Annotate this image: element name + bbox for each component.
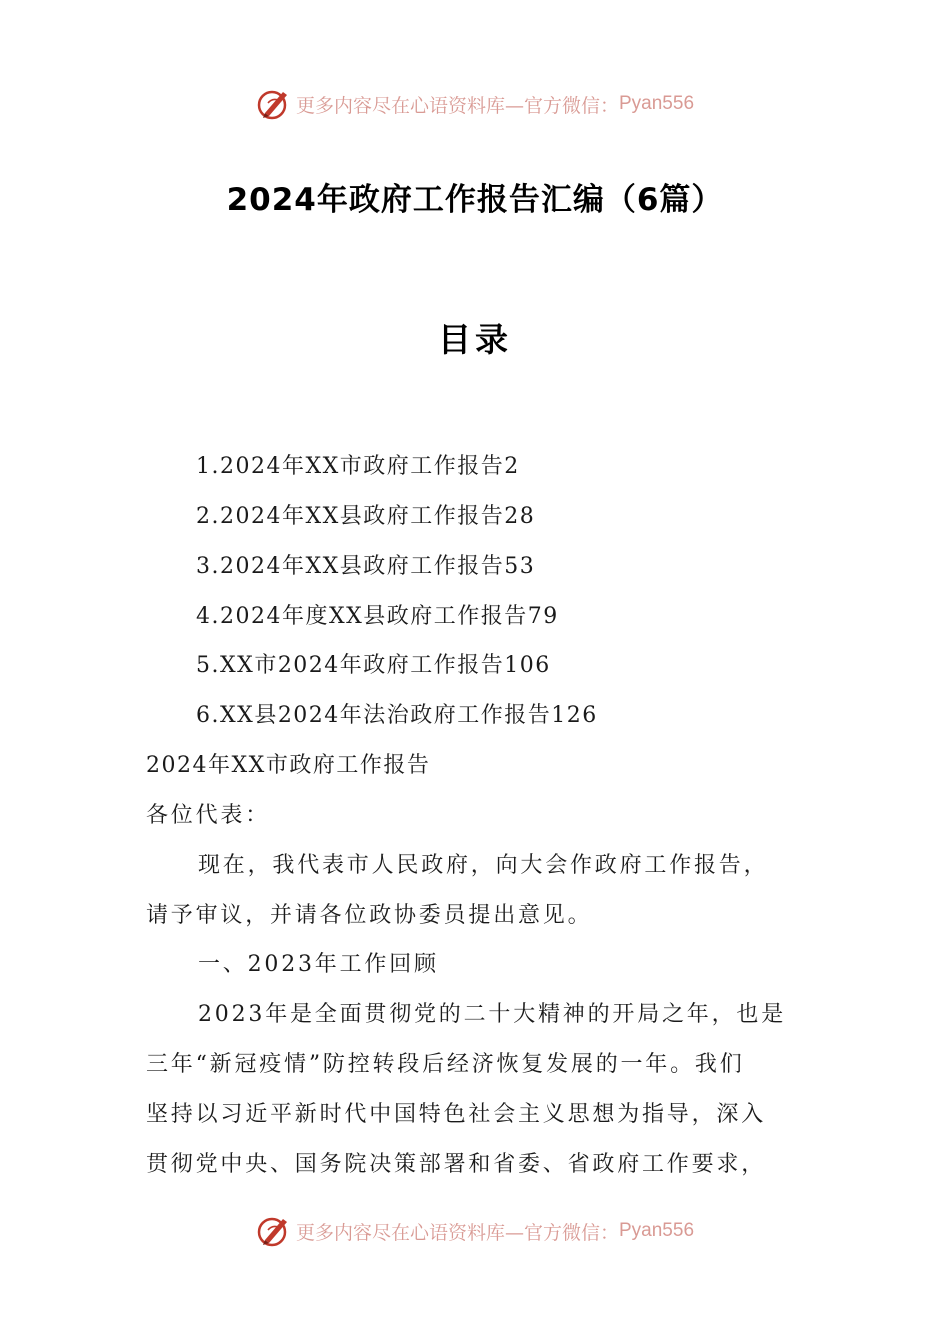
watermark-wechat-id: Pyan556 [619, 1220, 695, 1241]
toc-item: 2.2024年XX县政府工作报告28 [196, 504, 536, 529]
toc-heading: 目录 [438, 320, 512, 359]
salutation: 各位代表： [146, 803, 271, 828]
paragraph-line: 三年“新冠疫情”防控转段后经济恢复发展的一年。我们 [146, 1052, 745, 1077]
watermark-wechat-id: Pyan556 [619, 93, 695, 114]
toc-item: 6.XX县2024年法治政府工作报告126 [196, 703, 598, 728]
toc-item: 4.2024年度XX县政府工作报告79 [196, 604, 559, 629]
toc-item: 1.2024年XX市政府工作报告2 [196, 454, 520, 479]
watermark-header [0, 84, 950, 124]
watermark-footer [0, 1211, 950, 1251]
paragraph-line: 现在，我代表市人民政府，向大会作政府工作报告， [198, 853, 769, 878]
toc-item: 3.2024年XX县政府工作报告53 [196, 554, 536, 579]
watermark-text: 更多内容尽在心语资料库—官方微信： [295, 1221, 619, 1244]
pen-logo-icon [256, 1213, 292, 1249]
paragraph-line: 贯彻党中央、国务院决策部署和省委、省政府工作要求， [146, 1152, 767, 1177]
document-title: 2024年政府工作报告汇编（6篇） [226, 182, 724, 218]
watermark-text: 更多内容尽在心语资料库—官方微信： [295, 94, 619, 117]
toc-item: 5.XX市2024年政府工作报告106 [196, 653, 551, 678]
section-heading: 一、2023年工作回顾 [198, 952, 439, 977]
paragraph-line: 坚持以习近平新时代中国特色社会主义思想为指导，深入 [146, 1102, 767, 1127]
paragraph-line: 请予审议，并请各位政协委员提出意见。 [146, 903, 593, 928]
pen-logo-icon [256, 86, 292, 122]
paragraph-line: 2023年是全面贯彻党的二十大精神的开局之年，也是 [198, 1002, 786, 1027]
section-title: 2024年XX市政府工作报告 [146, 753, 431, 778]
